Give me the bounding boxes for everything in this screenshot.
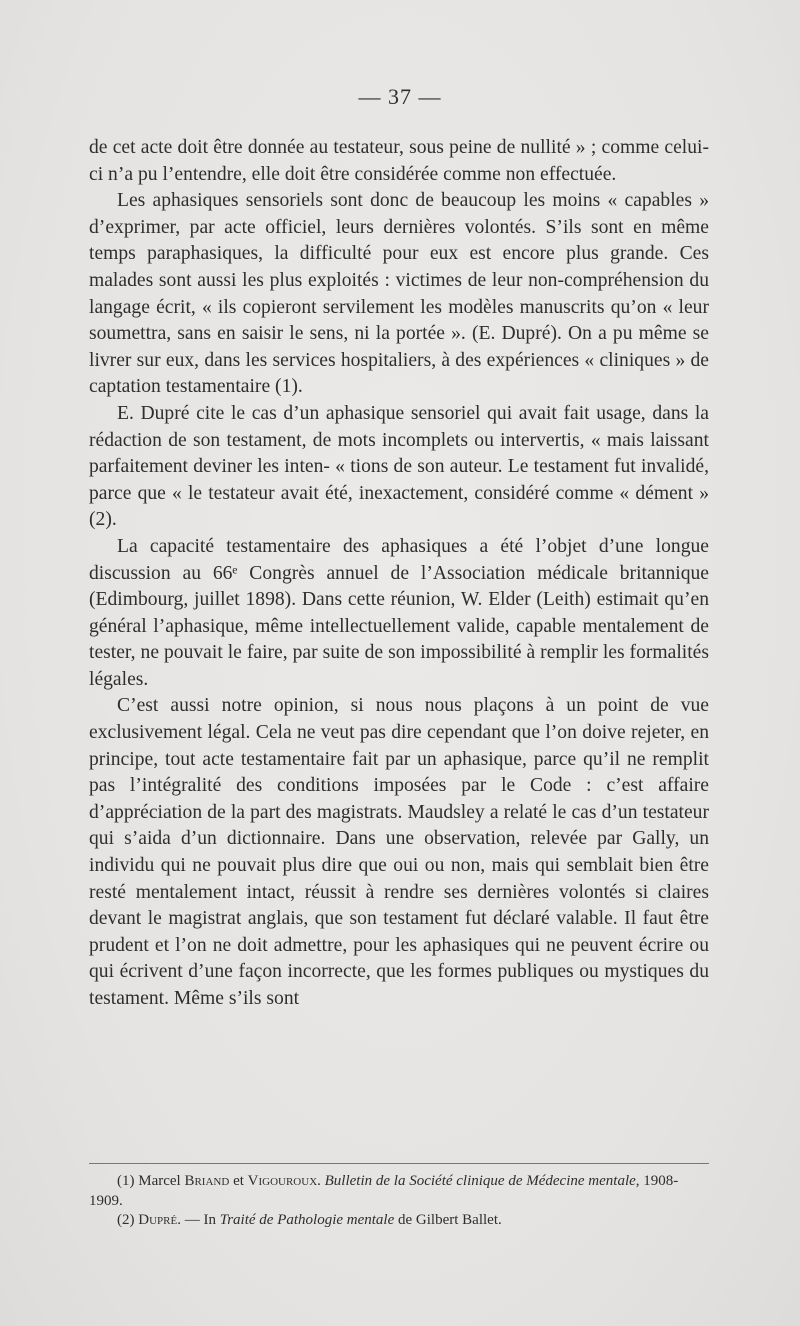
footnote-2-author: Dupré bbox=[138, 1212, 178, 1228]
footnote-1-author2: Vigouroux bbox=[247, 1173, 318, 1189]
footnote-divider bbox=[89, 1163, 709, 1164]
footnote-1-title: Bulletin de la Société clinique de Médecine mentale bbox=[324, 1173, 636, 1189]
footnote-1-rest: , 1908-1909. bbox=[89, 1173, 679, 1209]
footnote-2 bbox=[89, 1211, 709, 1231]
footnote-1 bbox=[89, 1172, 709, 1211]
footnote-1-marker: (1) Marcel bbox=[117, 1173, 185, 1189]
paragraph-4: La capacité testamentaire des aphasiques a été l’objet d’une longue discussion au 66ᵉ Congrès annuel de l’Association médicale britannique (Edimbourg, juillet 1898). Dans cette réunion, W. Elder (Leith) estimait qu’en général l’aphasique, même intellectuellement valide, capable mentalement de tester, ne pouvait le faire, par suite de son impossibilité à remplir les formalités légales. bbox=[89, 535, 709, 690]
footnote-2-sep: . — In bbox=[177, 1212, 220, 1228]
footnote-1-author: Briand bbox=[184, 1173, 230, 1189]
page-number: — 37 — bbox=[358, 84, 442, 109]
footnote-2-title: Traité de Pathologie mentale bbox=[219, 1212, 395, 1228]
paragraph-1: de cet acte doit être donnée au testateur, sous peine de nullité » ; comme celui-ci n’a pu l’entendre, elle doit être considérée comme non effectuée. bbox=[89, 137, 709, 185]
footnote-2-rest: de Gilbert Ballet. bbox=[394, 1212, 502, 1228]
footnote-1-sep: . bbox=[317, 1173, 325, 1189]
body-text bbox=[89, 135, 709, 1013]
footnotes bbox=[89, 1172, 709, 1231]
paragraph-2: Les aphasiques sensoriels sont donc de beaucoup les moins « capables » d’exprimer, par acte officiel, leurs dernières volontés. S’ils sont en même temps paraphasiques, la difficulté pour eux est encore plus grande. Ces malades sont aussi les plus exploités : victimes de leur non-compréhension du langage écrit, « ils copieront servilement les modèles manuscrits qu’on « leur soumettra, sans en saisir le sens, ni la portée ». (E. Dupré). On a pu même se livrer sur eux, dans les services hospitaliers, à des expériences « cliniques » de captation testamentaire (1). bbox=[89, 190, 709, 398]
footnote-2-marker: (2) bbox=[117, 1212, 139, 1228]
footnote-1-and: et bbox=[229, 1173, 248, 1189]
paragraph-3: E. Dupré cite le cas d’un aphasique sensoriel qui avait fait usage, dans la rédaction de son testament, de mots incomplets ou intervertis, « mais laissant parfaitement deviner les inten- « tions de son auteur. Le testament fut invalidé, parce que « le testateur avait été, inexactement, considéré comme « dément » (2). bbox=[89, 402, 709, 531]
paragraph-5: C’est aussi notre opinion, si nous nous plaçons à un point de vue exclusivement légal. Cela ne veut pas dire cependant que l’on doive rejeter, en principe, tout acte testamentaire fait par un aphasique, parce qu’il ne remplit pas l’intégralité des conditions imposées par le Code : c’est affaire d’appréciation de la part des magistrats. Maudsley a relaté le cas d’un testateur qui s’aida d’un dictionnaire. Dans une observation, relevée par Gally, un individu qui ne pouvait plus dire que oui ou non, mais qui semblait bien être resté mentalement intact, réussit à rendre ses dernières volontés si claires devant le magistrat anglais, que son testament fut déclaré valable. Il faut être prudent et l’on ne doit admettre, pour les aphasiques qui ne peuvent écrire ou qui écrivent d’une façon incorrecte, que les formes publiques ou mystiques du testament. Même s’ils sont bbox=[89, 695, 709, 1009]
